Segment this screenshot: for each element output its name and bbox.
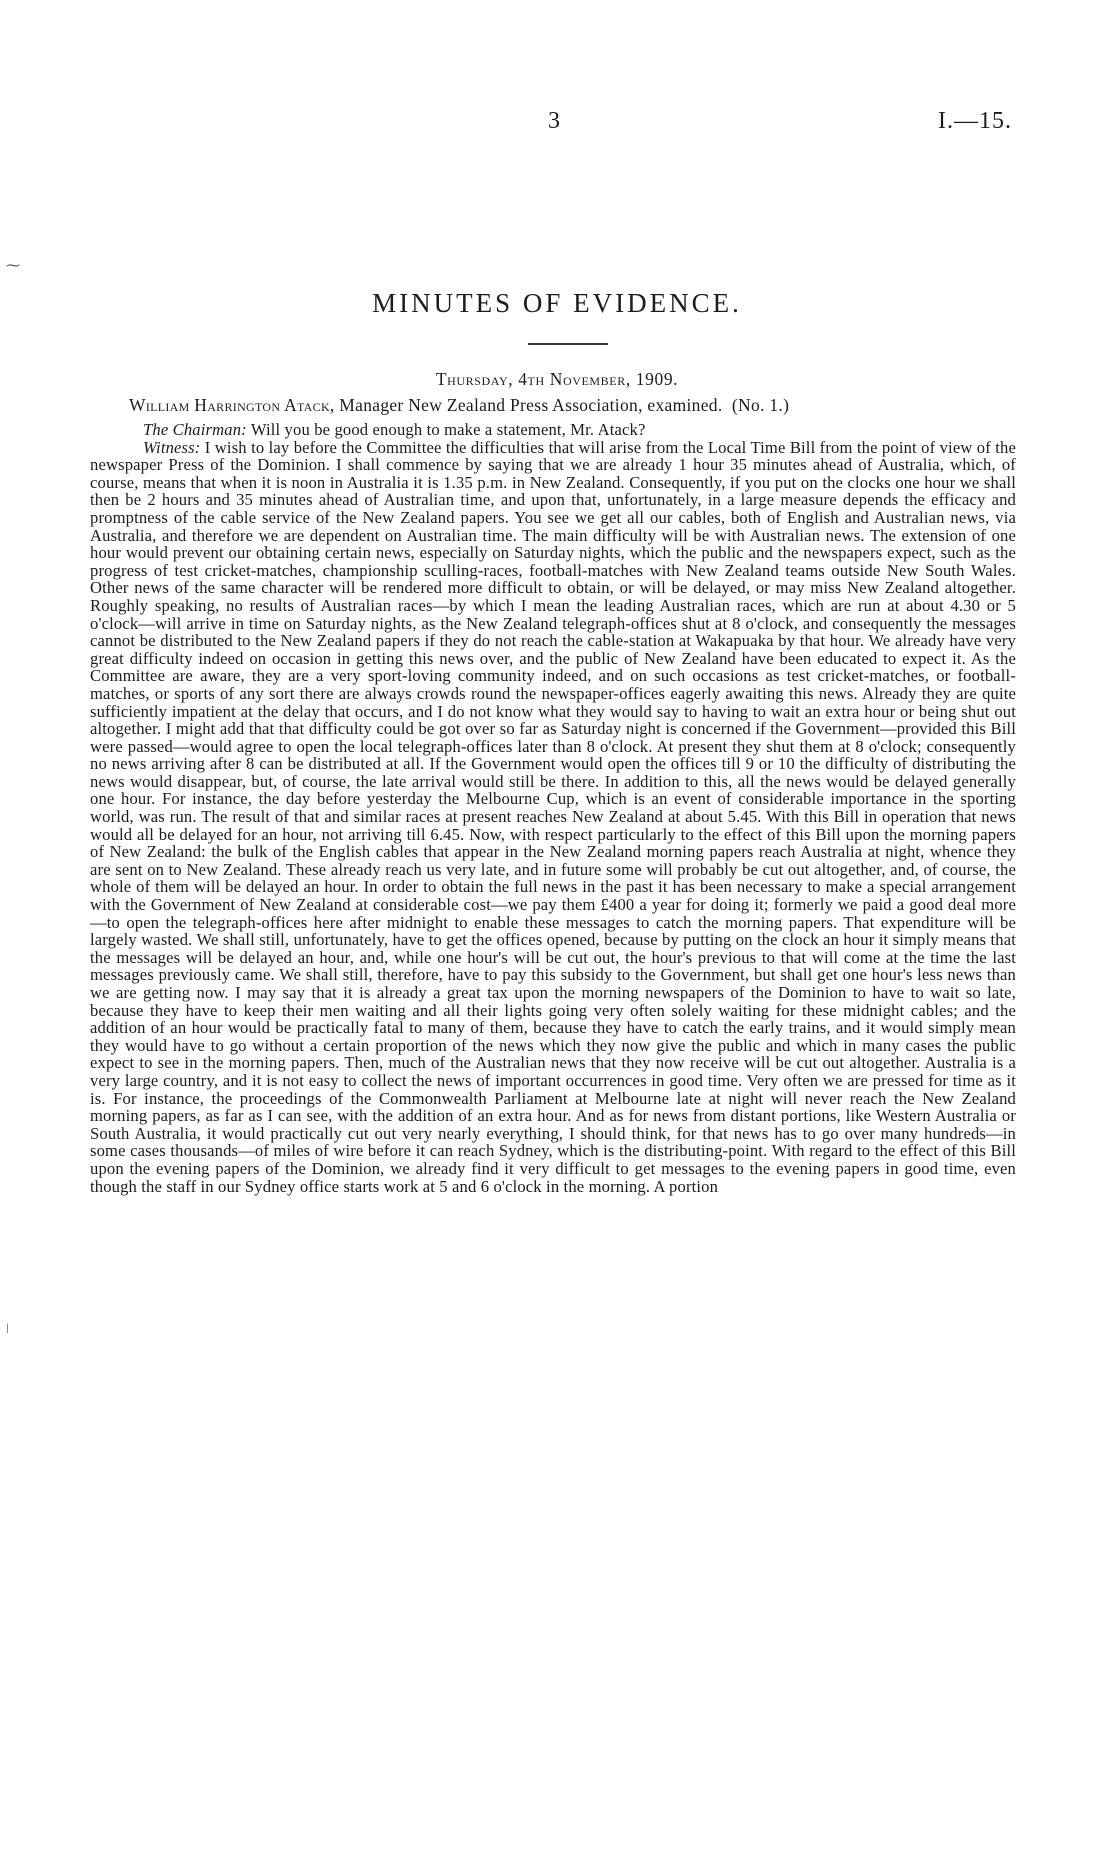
page-header <box>0 108 1114 148</box>
margin-mark-middle: ǀ <box>6 1322 9 1337</box>
paragraph-chairman <box>90 421 1016 439</box>
witness-name: William Harrington Atack <box>129 395 330 415</box>
paragraph-text: I wish to lay before the Committee the difficulties that will arise from the Local Time Bill from the point of view of the newspaper Press of the Dominion. I shall commence by saying that we are already 1 hour 35 minutes ahead of Australia, which, of course, means that when it is noon in Australia it is 1.35 p.m. in New Zealand. Consequently, if you put on the clocks one hour we shall then be 2 hours and 35 minutes ahead of Australian time, and upon that, unfortunately, in a large measure depends the efficacy and promptness of the cable service of the New Zealand papers. You see we get all our cables, both of English and Australian news, via Australia, and therefore we are dependent on Australian time. The main difficulty will be with Australian news. The extension of one hour would prevent our obtaining certain news, especially on Saturday nights, which the public and the newspapers expect, such as the progress of test cricket-matches, championship sculling-races, football-matches with New Zealand teams outside New South Wales. Other news of the same character will be rendered more difficult to obtain, or will be delayed, or may miss New Zealand altogether. Roughly speaking, no results of Australian races—by which I mean the leading Australian races, which are run at about 4.30 or 5 o'clock—will arrive in time on Saturday nights, as the New Zealand telegraph-offices shut at 8 o'clock, and consequently the messages cannot be distributed to the New Zealand papers if they do not reach the cable-station at Wakapuaka by that hour. We already have very great difficulty indeed on occasion in getting this news over, and the public of New Zealand have been educated to expect it. As the Committee are aware, they are a very sport-loving community indeed, and on such occasions as test cricket-matches, or football-matches, or sports of any sort there are always crowds round the newspaper-offices eagerly awaiting this news. Already they are quite sufficiently impatient at the delay that occurs, and I do not know what they would say to having to wait an extra hour or being shut out altogether. I might add that that difficulty could be got over so far as Saturday night is concerned if the Government—provided this Bill were passed—would agree to open the local telegraph-offices later than 8 o'clock. At present they shut them at 8 o'clock; consequently no news arriving after 8 can be distributed at all. If the Government would open the offices till 9 or 10 the difficulty of distributing the news would disappear, but, of course, the late arrival would still be there. In addition to this, all the news would be delayed generally one hour. For instance, the day before yesterday the Melbourne Cup, which is an event of considerable importance in the sporting world, was run. The result of that and similar races at present reaches New Zealand at about 5.45. With this Bill in operation that news would all be delayed for an hour, not arriving till 6.45. Now, with respect particularly to the effect of this Bill upon the morning papers of New Zealand: the bulk of the English cables that appear in the New Zealand morning papers reach Australia at night, whence they are sent on to New Zealand. These already reach us very late, and in future some will probably be cut out altogether, and, of course, the whole of them will be delayed an hour. In order to obtain the full news in the past it has been necessary to make a special arrangement with the Government of New Zealand at considerable cost—we pay them £400 a year for doing it; formerly we paid a good deal more—to open the telegraph-offices here after midnight to enable these messages to catch the morning papers. That expenditure will be largely wasted. We shall still, unfortunately, have to get the offices opened, because by putting on the clock an hour it simply means that the messages will be delayed an hour, and, while one hour's will be cut out, the hour's previous to that will come at the time the last messages previously came. We shall still, therefore, have to pay this subsidy to the Government, but shall get one hour's less news than we are getting now. I may say that it is already a great tax upon the morning newspapers of the Dominion to have to wait so late, because they have to keep their men waiting and all their lights going very often solely waiting for these midnight cables; and the addition of an hour would be practically fatal to many of them, because they have to catch the early trains, and it would simply mean they would have to go without a certain proportion of the news which they now give the public and which in many cases the public expect to see in the morning papers. Then, much of the Australian news that they now receive will be cut out altogether. Australia is a very large country, and it is not easy to collect the news of important occurrences in good time. Very often we are pressed for time as it is. For instance, the proceedings of the Commonwealth Parliament at Melbourne late at night will never reach the New Zealand morning papers, as far as I can see, with the addition of an extra hour. And as for news from distant portions, like Western Australia or South Australia, it would practically cut out very nearly everything, I should think, for that news has to go over many hundreds—in some cases thousands—of miles of wire before it can reach Sydney, which is the distributing-point. With regard to the effect of this Bill upon the evening papers of the Dominion, we already find it very difficult to get messages to the evening papers in good time, even though the staff in our Sydney office starts work at 5 and 6 o'clock in the morning. A portion <box>90 437 1016 1196</box>
paper-reference: I.—15. <box>938 108 1012 134</box>
page-number: 3 <box>548 108 561 134</box>
paragraph-text: Will you be good enough to make a statement, Mr. Atack? <box>246 420 646 439</box>
witness-heading <box>129 395 1019 416</box>
margin-mark-top: ⁓ <box>6 259 20 274</box>
title-rule <box>528 343 608 345</box>
witness-number: (No. 1.) <box>731 395 790 415</box>
speaker-label: The Chairman: <box>143 420 247 439</box>
witness-description: , Manager New Zealand Press Association, examined. <box>329 395 723 415</box>
paragraph-witness <box>90 439 1016 1196</box>
speaker-label: Witness: <box>143 437 201 457</box>
document-title: MINUTES OF EVIDENCE. <box>372 288 742 318</box>
session-date: Thursday, 4th November, 1909. <box>435 369 679 389</box>
evidence-body <box>90 421 1016 1195</box>
